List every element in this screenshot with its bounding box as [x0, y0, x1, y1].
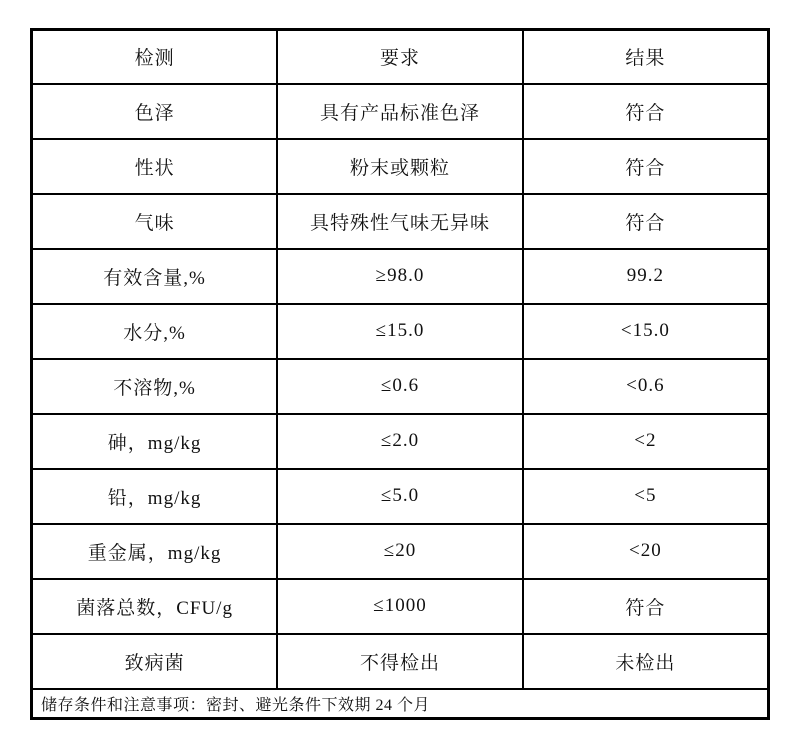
table-row: [32, 414, 769, 469]
cell-item: 色泽: [32, 84, 278, 139]
table-row: [32, 359, 769, 414]
cell-result: 99.2: [523, 249, 769, 304]
table-row: [32, 524, 769, 579]
cell-item: 性状: [32, 139, 278, 194]
table-row: [32, 139, 769, 194]
cell-requirement: ≤20: [277, 524, 523, 579]
cell-requirement: 粉末或颗粒: [277, 139, 523, 194]
cell-item: 不溶物,%: [32, 359, 278, 414]
cell-requirement: ≤2.0: [277, 414, 523, 469]
cell-result: <15.0: [523, 304, 769, 359]
inspection-table: [30, 28, 770, 720]
cell-requirement: ≤5.0: [277, 469, 523, 524]
table-row: [32, 194, 769, 249]
table-row: [32, 304, 769, 359]
cell-requirement: ≤15.0: [277, 304, 523, 359]
table-row: [32, 469, 769, 524]
cell-result: <20: [523, 524, 769, 579]
cell-result: 符合: [523, 84, 769, 139]
cell-item: 水分,%: [32, 304, 278, 359]
cell-requirement: 具有产品标准色泽: [277, 84, 523, 139]
cell-item: 菌落总数，CFU/g: [32, 579, 278, 634]
cell-item: 有效含量,%: [32, 249, 278, 304]
cell-item: 重金属，mg/kg: [32, 524, 278, 579]
column-header-result: 结果: [523, 30, 769, 84]
cell-result: 符合: [523, 579, 769, 634]
cell-requirement: 不得检出: [277, 634, 523, 689]
table-row: [32, 579, 769, 634]
cell-result: <5: [523, 469, 769, 524]
cell-result: <2: [523, 414, 769, 469]
table-footer-row: [32, 689, 769, 719]
cell-result: 符合: [523, 139, 769, 194]
cell-requirement: 具特殊性气味无异味: [277, 194, 523, 249]
cell-item: 气味: [32, 194, 278, 249]
cell-item: 致病菌: [32, 634, 278, 689]
cell-requirement: ≤1000: [277, 579, 523, 634]
table-header-row: [32, 30, 769, 84]
column-header-test: 检测: [32, 30, 278, 84]
table-row: [32, 249, 769, 304]
cell-requirement: ≥98.0: [277, 249, 523, 304]
cell-result: 未检出: [523, 634, 769, 689]
cell-result: <0.6: [523, 359, 769, 414]
cell-item: 铅，mg/kg: [32, 469, 278, 524]
storage-note: 储存条件和注意事项：密封、避光条件下效期 24 个月: [32, 689, 769, 719]
cell-result: 符合: [523, 194, 769, 249]
column-header-requirement: 要求: [277, 30, 523, 84]
table-row: [32, 84, 769, 139]
cell-item: 砷，mg/kg: [32, 414, 278, 469]
cell-requirement: ≤0.6: [277, 359, 523, 414]
table-row: [32, 634, 769, 689]
